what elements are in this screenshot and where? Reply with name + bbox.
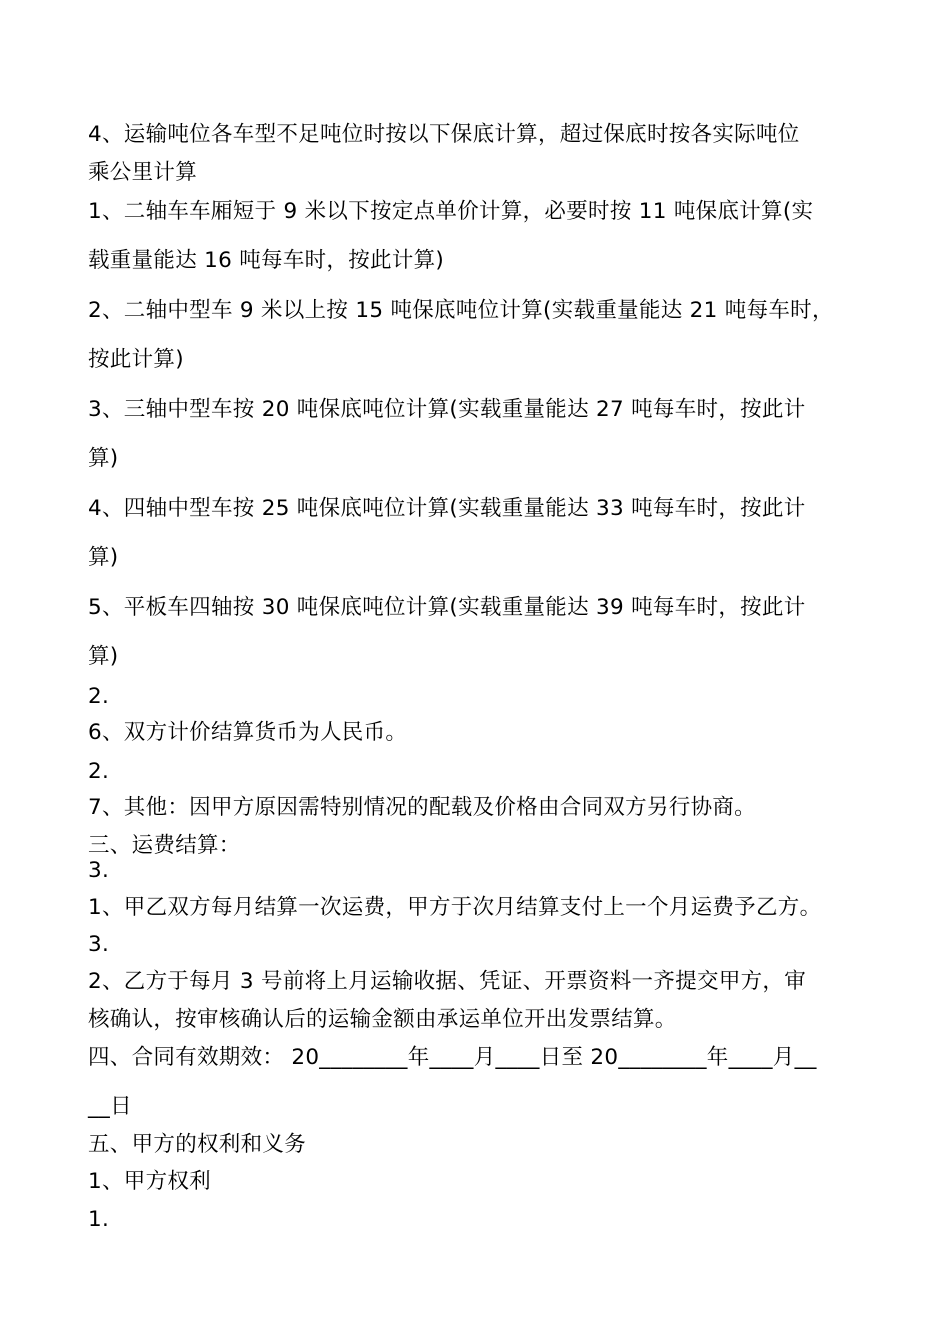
section-number-3b: 3.: [88, 932, 110, 957]
clause-7-other: 7、其他：因甲方原因需特别情况的配载及价格由合同双方另行协商。: [88, 795, 756, 820]
clause-4-tonnage-line-2: 乘公里计算: [88, 160, 198, 185]
item-3-three-axle-line-2: 算): [88, 446, 119, 471]
section-number-1: 1.: [88, 1207, 110, 1232]
heading-contract-validity-line-1: 四、合同有效期效： 20________年____月____日至 20________年____月__: [88, 1045, 817, 1070]
item-1-two-axle-line-1: 1、二轴车车厢短于 9 米以下按定点单价计算，必要时按 11 吨保底计算(实: [88, 199, 814, 224]
heading-contract-validity-line-2: __日: [88, 1094, 132, 1119]
section-number-2a: 2.: [88, 684, 110, 709]
item-4-four-axle-line-1: 4、四轴中型车按 25 吨保底吨位计算(实载重量能达 33 吨每车时，按此计: [88, 496, 806, 521]
settlement-item-2-line-1: 2、乙方于每月 3 号前将上月运输收据、凭证、开票资料一齐提交甲方，审: [88, 969, 807, 994]
settlement-item-1: 1、甲乙双方每月结算一次运费，甲方于次月结算支付上一个月运费予乙方。: [88, 895, 822, 920]
clause-4-tonnage-line-1: 4、运输吨位各车型不足吨位时按以下保底计算，超过保底时按各实际吨位: [88, 122, 800, 147]
section-number-2b: 2.: [88, 759, 110, 784]
clause-6-currency: 6、双方计价结算货币为人民币。: [88, 720, 408, 745]
heading-party-a-rights-obligations: 五、甲方的权利和义务: [88, 1132, 307, 1157]
item-3-three-axle-line-1: 3、三轴中型车按 20 吨保底吨位计算(实载重量能达 27 吨每车时，按此计: [88, 397, 806, 422]
item-4-four-axle-line-2: 算): [88, 545, 119, 570]
item-1-two-axle-line-2: 载重量能达 16 吨每车时，按此计算): [88, 248, 445, 273]
settlement-item-2-line-2: 核确认，按审核确认后的运输金额由承运单位开出发票结算。: [88, 1007, 677, 1032]
item-2-two-axle-medium-line-2: 按此计算): [88, 347, 184, 372]
heading-freight-settlement: 三、运费结算：: [88, 833, 241, 858]
subheading-party-a-rights: 1、甲方权利: [88, 1169, 211, 1194]
item-5-flatbed-line-2: 算): [88, 644, 119, 669]
item-2-two-axle-medium-line-1: 2、二轴中型车 9 米以上按 15 吨保底吨位计算(实载重量能达 21 吨每车时，: [88, 298, 834, 323]
section-number-3a: 3.: [88, 858, 110, 883]
item-5-flatbed-line-1: 5、平板车四轴按 30 吨保底吨位计算(实载重量能达 39 吨每车时，按此计: [88, 595, 806, 620]
